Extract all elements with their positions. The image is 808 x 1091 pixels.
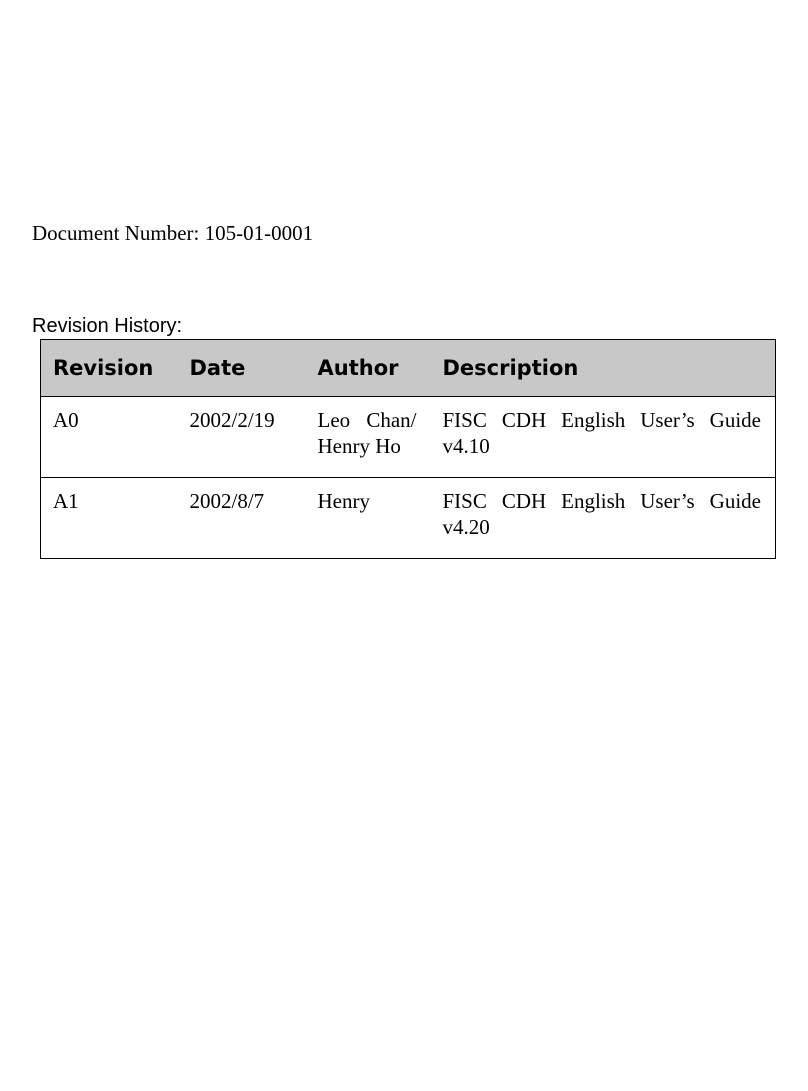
header-description: Description xyxy=(417,340,776,397)
date-cell: 2002/8/7 xyxy=(178,478,306,559)
document-number: Document Number: 105-01-0001 xyxy=(32,221,314,245)
revision-history-table xyxy=(40,339,776,559)
table-header-row xyxy=(41,340,776,397)
header-author: Author xyxy=(306,340,417,397)
header-date: Date xyxy=(178,340,306,397)
revision-cell: A1 xyxy=(41,478,178,559)
author-cell: Leo Chan/ Henry Ho xyxy=(317,408,417,458)
revision-history-caption: Revision History: xyxy=(32,315,183,337)
description-cell: FISC CDH English User’s Guide v4.10 xyxy=(442,408,761,458)
revision-cell: A0 xyxy=(53,408,79,432)
date-cell: 2002/2/19 xyxy=(189,408,275,432)
header-revision: Revision xyxy=(41,340,178,397)
table-row xyxy=(41,478,776,559)
author-cell: Henry xyxy=(306,478,417,559)
table-row xyxy=(41,397,776,478)
description-cell: FISC CDH English User’s Guide v4.20 xyxy=(417,478,776,559)
